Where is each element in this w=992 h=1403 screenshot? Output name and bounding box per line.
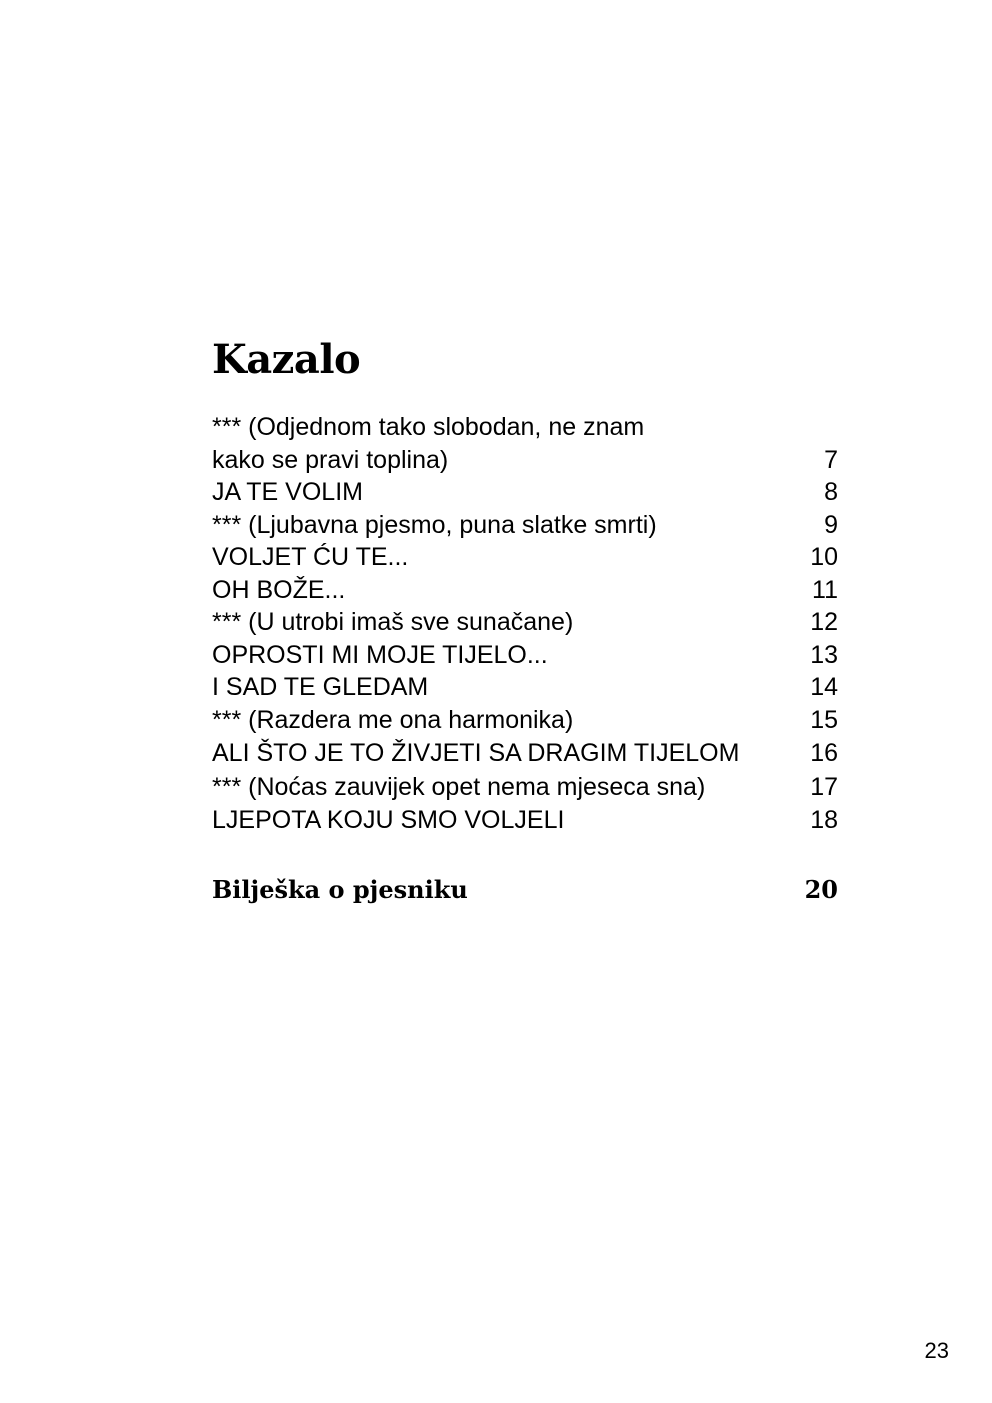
toc-entry-page: 7 xyxy=(824,445,838,474)
toc-entry xyxy=(212,411,838,476)
author-note-entry xyxy=(212,870,838,910)
toc-entry-title: *** (Ljubavna pjesmo, puna slatke smrti) xyxy=(212,510,657,539)
page-number: 23 xyxy=(924,1338,949,1363)
toc-entry-page: 16 xyxy=(810,739,838,767)
toc-entry xyxy=(212,804,838,837)
toc-entry xyxy=(212,770,838,804)
toc-entry-title: *** (U utrobi imaš sve sunačane) xyxy=(212,608,574,636)
toc-entry xyxy=(212,606,838,639)
table-of-contents xyxy=(212,411,838,837)
author-note-title: Bilješka o pjesniku xyxy=(212,875,468,904)
toc-entry xyxy=(212,476,838,509)
toc-entry-page: 9 xyxy=(824,510,838,539)
toc-entry-page: 13 xyxy=(810,640,838,669)
page-title: Kazalo xyxy=(212,336,361,383)
toc-entry xyxy=(212,574,838,607)
toc-entry-title: *** (Razdera me ona harmonika) xyxy=(212,705,574,734)
toc-entry xyxy=(212,671,838,704)
toc-entry-title: OH BOŽE... xyxy=(212,575,346,604)
toc-entry xyxy=(212,736,838,770)
toc-entry-page: 17 xyxy=(810,773,838,801)
author-note-page: 20 xyxy=(804,875,838,904)
toc-entry-title: *** (Noćas zauvijek opet nema mjeseca sna) xyxy=(212,773,706,801)
toc-entry-page: 14 xyxy=(810,673,838,701)
toc-entry-page: 10 xyxy=(810,543,838,571)
toc-entry xyxy=(212,639,838,672)
toc-entry xyxy=(212,509,838,542)
toc-entry-page: 11 xyxy=(812,575,838,604)
toc-entry-title: *** (Odjednom tako slobodan, ne znam kako se pravi toplina) xyxy=(212,413,645,474)
toc-entry-page: 8 xyxy=(824,478,838,506)
toc-entry-page: 12 xyxy=(810,608,838,636)
toc-entry xyxy=(212,541,838,574)
toc-entry xyxy=(212,704,838,737)
toc-entry-page: 15 xyxy=(810,705,838,734)
toc-entry-title: I SAD TE GLEDAM xyxy=(212,673,429,701)
toc-entry-title: LJEPOTA KOJU SMO VOLJELI xyxy=(212,806,565,834)
toc-entry-title: VOLJET ĆU TE... xyxy=(212,543,409,571)
toc-entry-title: OPROSTI MI MOJE TIJELO... xyxy=(212,640,548,669)
toc-entry-title: JA TE VOLIM xyxy=(212,478,363,506)
toc-entry-page: 18 xyxy=(810,806,838,834)
toc-entry-title: ALI ŠTO JE TO ŽIVJETI SA DRAGIM TIJELOM xyxy=(212,739,740,767)
